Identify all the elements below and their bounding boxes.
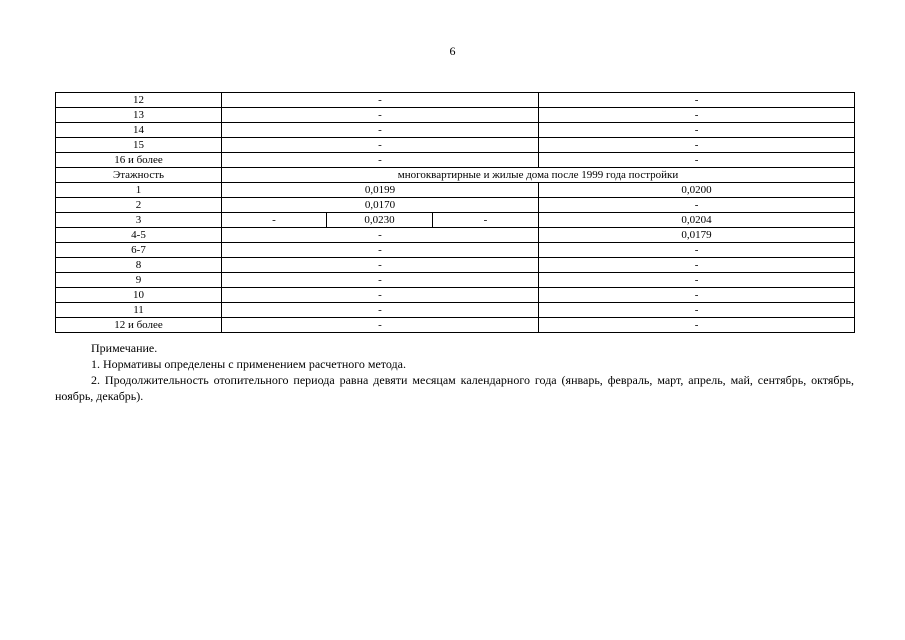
floor-cell: 10 (56, 288, 222, 303)
value-cell-a: - (222, 258, 539, 273)
value-cell-b: - (539, 273, 855, 288)
note-item: 2. Продолжительность отопительного периода равна девяти месяцам календарного года (январь, февраль, март, апрель, май, сентябрь, октябрь, ноябрь, декабрь). (55, 373, 854, 403)
value-cell-b: - (539, 318, 855, 333)
value-cell-b: - (539, 123, 855, 138)
table-row (56, 93, 855, 108)
table-row (56, 108, 855, 123)
floor-cell: 16 и более (56, 153, 222, 168)
floor-cell: 12 и более (56, 318, 222, 333)
value-cell-b: - (539, 198, 855, 213)
value-cell-a: - (222, 138, 539, 153)
value-cell-a: - (222, 123, 539, 138)
floors-column-header: Этажность (56, 168, 222, 183)
value-cell-b: 0,0204 (539, 213, 855, 228)
table-row (56, 303, 855, 318)
table-row (56, 318, 855, 333)
value-cell-a: 0,0170 (222, 198, 539, 213)
value-cell-b: - (539, 93, 855, 108)
table-row (56, 123, 855, 138)
floor-cell: 2 (56, 198, 222, 213)
table-row (56, 153, 855, 168)
floor-cell: 1 (56, 183, 222, 198)
value-cell-a: - (222, 228, 539, 243)
table-row (56, 288, 855, 303)
floor-cell: 3 (56, 213, 222, 228)
notes-section (55, 340, 854, 404)
table-row (56, 228, 855, 243)
section-header-row (56, 168, 855, 183)
value-cell-a: - (222, 273, 539, 288)
value-cell-a: - (222, 93, 539, 108)
note-item: 1. Нормативы определены с применением расчетного метода. (91, 357, 406, 371)
table-row (56, 258, 855, 273)
table-row (56, 273, 855, 288)
value-cell-a3: - (433, 213, 539, 228)
value-cell-b: - (539, 108, 855, 123)
value-cell-a: - (222, 303, 539, 318)
value-cell-a: - (222, 288, 539, 303)
floor-cell: 8 (56, 258, 222, 273)
value-cell-b: - (539, 258, 855, 273)
page-number: 6 (449, 44, 456, 58)
floor-cell: 14 (56, 123, 222, 138)
floor-cell: 11 (56, 303, 222, 318)
value-cell-b: - (539, 138, 855, 153)
section-title: многоквартирные и жилые дома после 1999 года постройки (222, 168, 855, 183)
notes-heading: Примечание. (91, 341, 158, 355)
value-cell-a: - (222, 318, 539, 333)
table-row (56, 183, 855, 198)
floor-cell: 9 (56, 273, 222, 288)
table-row (56, 138, 855, 153)
value-cell-a: - (222, 108, 539, 123)
value-cell-a: 0,0199 (222, 183, 539, 198)
floor-cell: 4-5 (56, 228, 222, 243)
value-cell-a1: - (222, 213, 327, 228)
value-cell-b: 0,0179 (539, 228, 855, 243)
value-cell-b: - (539, 303, 855, 318)
value-cell-b: - (539, 288, 855, 303)
floor-cell: 12 (56, 93, 222, 108)
floor-cell: 15 (56, 138, 222, 153)
floor-cell: 6-7 (56, 243, 222, 258)
table-row-split (56, 213, 855, 228)
value-cell-a: - (222, 153, 539, 168)
table-row (56, 243, 855, 258)
value-cell-a2: 0,0230 (327, 213, 433, 228)
table-row (56, 198, 855, 213)
value-cell-a: - (222, 243, 539, 258)
value-cell-b: - (539, 153, 855, 168)
norms-table (55, 92, 855, 333)
floor-cell: 13 (56, 108, 222, 123)
value-cell-b: 0,0200 (539, 183, 855, 198)
value-cell-b: - (539, 243, 855, 258)
